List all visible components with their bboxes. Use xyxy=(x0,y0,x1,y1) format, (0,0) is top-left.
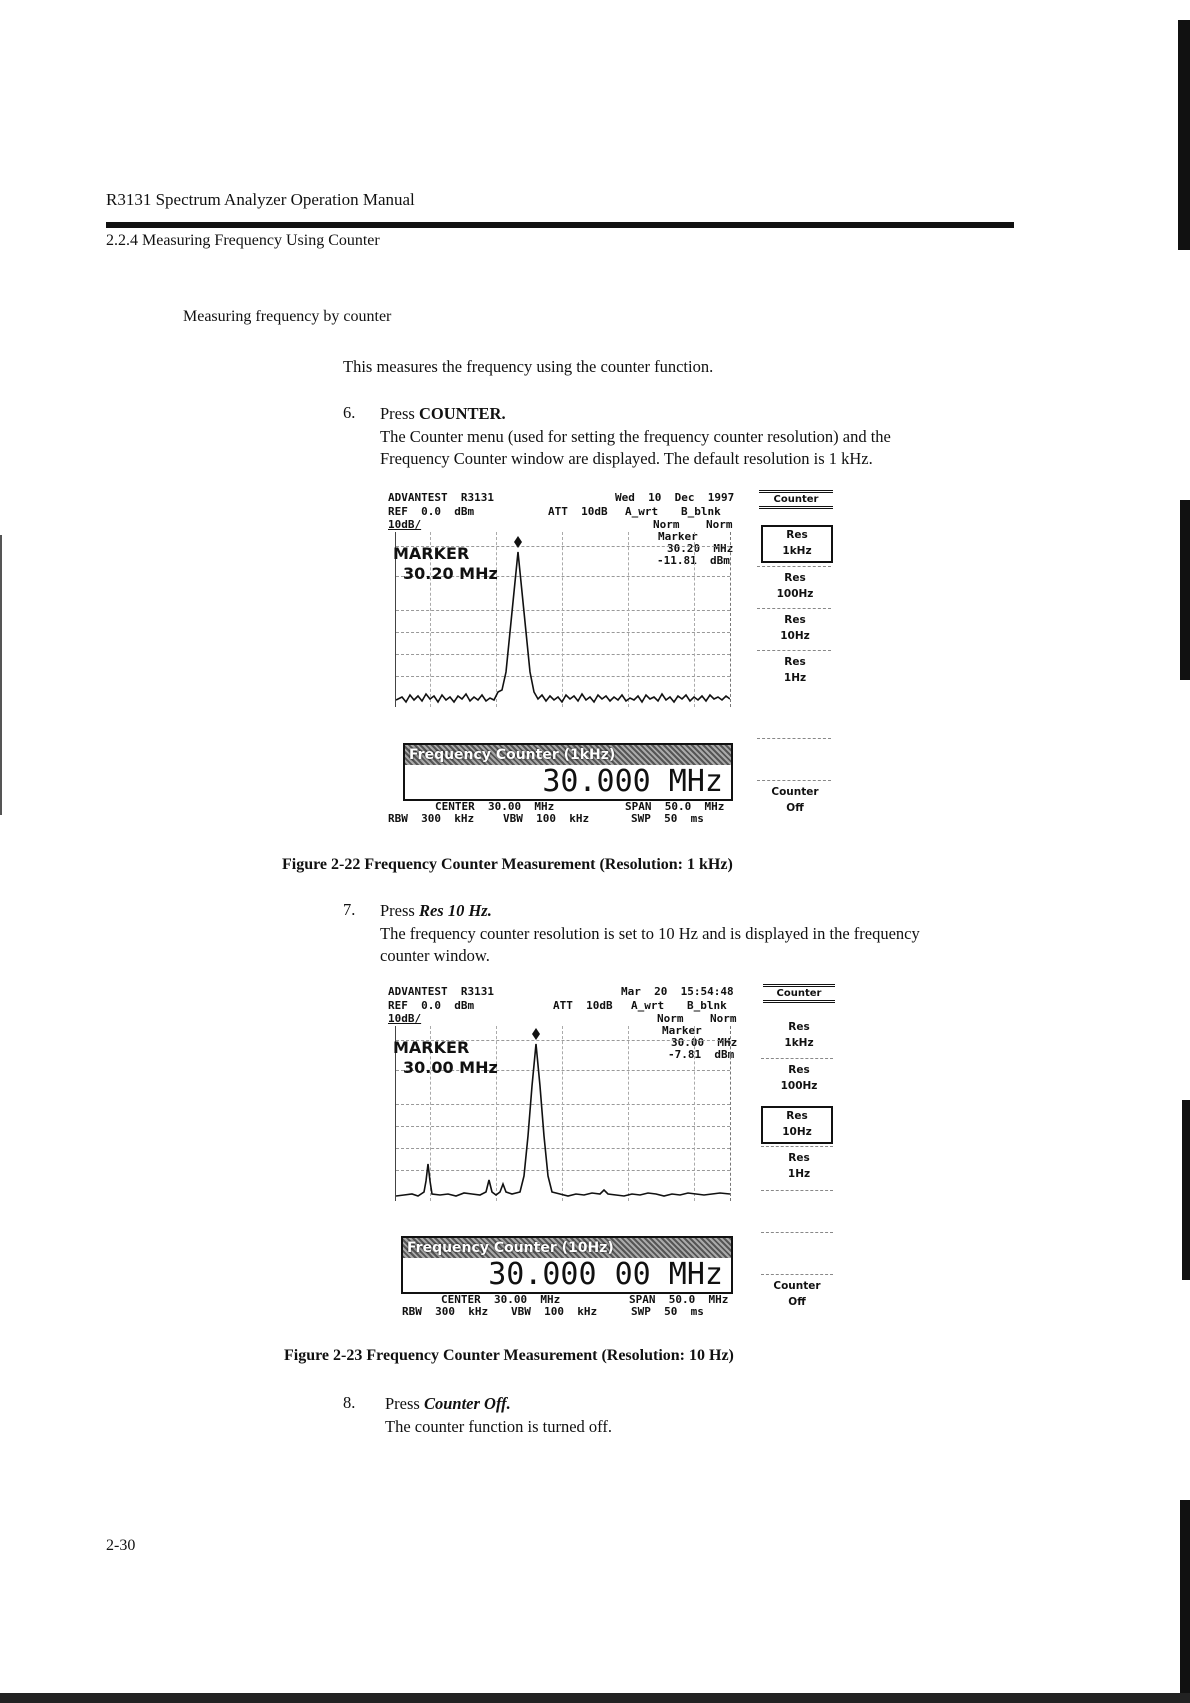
attenuation: ATT 10dB xyxy=(548,505,608,518)
trace-b-mode: B_blnk xyxy=(687,999,727,1012)
menu-divider xyxy=(761,1274,833,1275)
center-frequency: CENTER 30.00 MHz xyxy=(441,1293,561,1306)
step-6-instruction xyxy=(380,403,506,425)
res-1khz-softkey[interactable] xyxy=(765,1019,833,1053)
marker-readout-frequency: 30.20 MHz xyxy=(403,564,498,583)
step-8-number: 8. xyxy=(343,1393,356,1412)
softkey-label: Res xyxy=(786,529,808,541)
section-title: 2.2.4 Measuring Frequency Using Counter xyxy=(106,232,380,249)
scale-label: 10dB/ xyxy=(388,518,422,531)
softkey-label: Counter xyxy=(771,786,819,798)
page-number: 2-30 xyxy=(106,1537,136,1554)
menu-divider xyxy=(757,566,831,567)
figure-2-23-screen xyxy=(385,982,835,1322)
trace-a-mode: A_wrt xyxy=(625,505,659,518)
res-1hz-softkey[interactable] xyxy=(765,1150,833,1184)
center-frequency: CENTER 30.00 MHz xyxy=(435,800,555,813)
counter-window-title: Frequency Counter (10Hz) xyxy=(403,1238,731,1258)
header-rule xyxy=(106,222,1014,228)
menu-divider xyxy=(761,1190,833,1191)
running-title: R3131 Spectrum Analyzer Operation Manual xyxy=(106,190,415,209)
vbw-value: VBW 100 kHz xyxy=(503,812,590,825)
figure-2-23-caption: Figure 2-23 Frequency Counter Measurement (Resolution: 10 Hz) xyxy=(284,1347,734,1364)
res-10hz-softkey[interactable] xyxy=(761,612,829,646)
res-1khz-softkey[interactable] xyxy=(761,525,833,563)
marker-frequency: 30.00 MHz xyxy=(671,1036,738,1049)
softkey-value: 1kHz xyxy=(782,545,812,557)
detector-mode: Norm Norm xyxy=(653,518,733,531)
step-7-desc-2: counter window. xyxy=(380,946,490,965)
scale-label: 10dB/ xyxy=(388,1012,422,1025)
counter-menu-title: Counter xyxy=(759,490,833,509)
softkey-label: Res xyxy=(788,1021,810,1033)
marker-readout-title: MARKER xyxy=(393,544,470,563)
softkey-value: 10Hz xyxy=(780,630,810,642)
menu-divider xyxy=(757,608,831,609)
key-name: COUNTER. xyxy=(418,404,506,423)
detector-mode: Norm Norm xyxy=(657,1012,737,1025)
menu-divider xyxy=(761,1146,833,1147)
marker-level: -11.81 dBm xyxy=(657,554,730,567)
step-7-instruction xyxy=(380,900,492,922)
step-6-desc-1: The Counter menu (used for setting the frequency counter resolution) and the xyxy=(380,427,891,446)
counter-readout: 30.000 MHz xyxy=(542,764,723,799)
marker-title: Marker xyxy=(658,530,698,543)
span-value: SPAN 50.0 MHz xyxy=(625,800,725,813)
softkey-value: Off xyxy=(786,802,804,814)
marker-title: Marker xyxy=(662,1024,702,1037)
vbw-value: VBW 100 kHz xyxy=(511,1305,598,1318)
scan-artifact-line xyxy=(0,535,2,815)
sweep-time: SWP 50 ms xyxy=(631,812,704,825)
softkey-label: Res xyxy=(784,572,806,584)
step-6-desc-2: Frequency Counter window are displayed. The default resolution is 1 kHz. xyxy=(380,449,873,468)
counter-off-softkey[interactable] xyxy=(763,1278,831,1312)
trace-b-mode: B_blnk xyxy=(681,505,721,518)
menu-divider xyxy=(761,1058,833,1059)
intro-paragraph: This measures the frequency using the counter function. xyxy=(343,357,714,376)
softkey-value: 1kHz xyxy=(784,1037,814,1049)
softkey-value: 100Hz xyxy=(780,1080,818,1092)
press-label: Press xyxy=(380,901,419,920)
softkey-label: Res xyxy=(788,1152,810,1164)
softkey-label: Res xyxy=(786,1110,808,1122)
ref-level: REF 0.0 dBm xyxy=(388,999,475,1012)
res-1hz-softkey[interactable] xyxy=(761,654,829,688)
res-100hz-softkey[interactable] xyxy=(765,1062,833,1096)
frequency-counter-window xyxy=(401,1236,733,1294)
span-value: SPAN 50.0 MHz xyxy=(629,1293,729,1306)
softkey-value: 100Hz xyxy=(776,588,814,600)
menu-divider xyxy=(757,650,831,651)
marker-readout-frequency: 30.00 MHz xyxy=(403,1058,498,1077)
softkey-label: Res xyxy=(784,614,806,626)
softkey-label: Res xyxy=(784,656,806,668)
softkey-value: Off xyxy=(788,1296,806,1308)
step-8-desc-1: The counter function is turned off. xyxy=(385,1417,612,1436)
counter-readout: 30.000 00 MHz xyxy=(488,1257,723,1292)
figure-2-22-screen xyxy=(385,488,835,828)
step-7-number: 7. xyxy=(343,900,356,919)
ref-level: REF 0.0 dBm xyxy=(388,505,475,518)
rbw-value: RBW 300 kHz xyxy=(402,1305,489,1318)
marker-frequency: 30.20 MHz xyxy=(667,542,734,555)
date-label: Mar 20 15:54:48 xyxy=(621,985,734,998)
menu-divider xyxy=(761,1232,833,1233)
key-name: Res 10 Hz. xyxy=(418,901,492,920)
counter-window-title: Frequency Counter (1kHz) xyxy=(405,745,731,765)
step-7-desc-1: The frequency counter resolution is set to 10 Hz and is displayed in the frequency xyxy=(380,924,920,943)
menu-divider xyxy=(757,780,831,781)
step-6-number: 6. xyxy=(343,403,356,422)
res-100hz-softkey[interactable] xyxy=(761,570,829,604)
brand-label: ADVANTEST R3131 xyxy=(388,985,494,998)
counter-menu-title: Counter xyxy=(763,984,835,1003)
press-label: Press xyxy=(380,404,419,423)
softkey-value: 10Hz xyxy=(782,1126,812,1138)
rbw-value: RBW 300 kHz xyxy=(388,812,475,825)
key-name: Counter Off. xyxy=(423,1394,511,1413)
figure-2-22-caption: Figure 2-22 Frequency Counter Measurement (Resolution: 1 kHz) xyxy=(282,856,733,873)
trace-a-mode: A_wrt xyxy=(631,999,665,1012)
step-8-instruction xyxy=(385,1393,511,1415)
sweep-time: SWP 50 ms xyxy=(631,1305,704,1318)
brand-label: ADVANTEST R3131 xyxy=(388,491,494,504)
menu-divider xyxy=(757,738,831,739)
page-edge-shadow xyxy=(1162,0,1190,1703)
page-bottom-edge xyxy=(0,1693,1190,1703)
marker-readout-title: MARKER xyxy=(393,1038,470,1057)
softkey-value: 1Hz xyxy=(787,1168,811,1180)
counter-off-softkey[interactable] xyxy=(761,784,829,818)
softkey-label: Res xyxy=(788,1064,810,1076)
date-label: Wed 10 Dec 1997 xyxy=(615,491,735,504)
softkey-label: Counter xyxy=(773,1280,821,1292)
marker-level: -7.81 dBm xyxy=(668,1048,735,1061)
attenuation: ATT 10dB xyxy=(553,999,613,1012)
frequency-counter-window xyxy=(403,743,733,801)
softkey-value: 1Hz xyxy=(783,672,807,684)
press-label: Press xyxy=(385,1394,424,1413)
subheading: Measuring frequency by counter xyxy=(183,308,392,325)
res-10hz-softkey[interactable] xyxy=(761,1106,833,1144)
